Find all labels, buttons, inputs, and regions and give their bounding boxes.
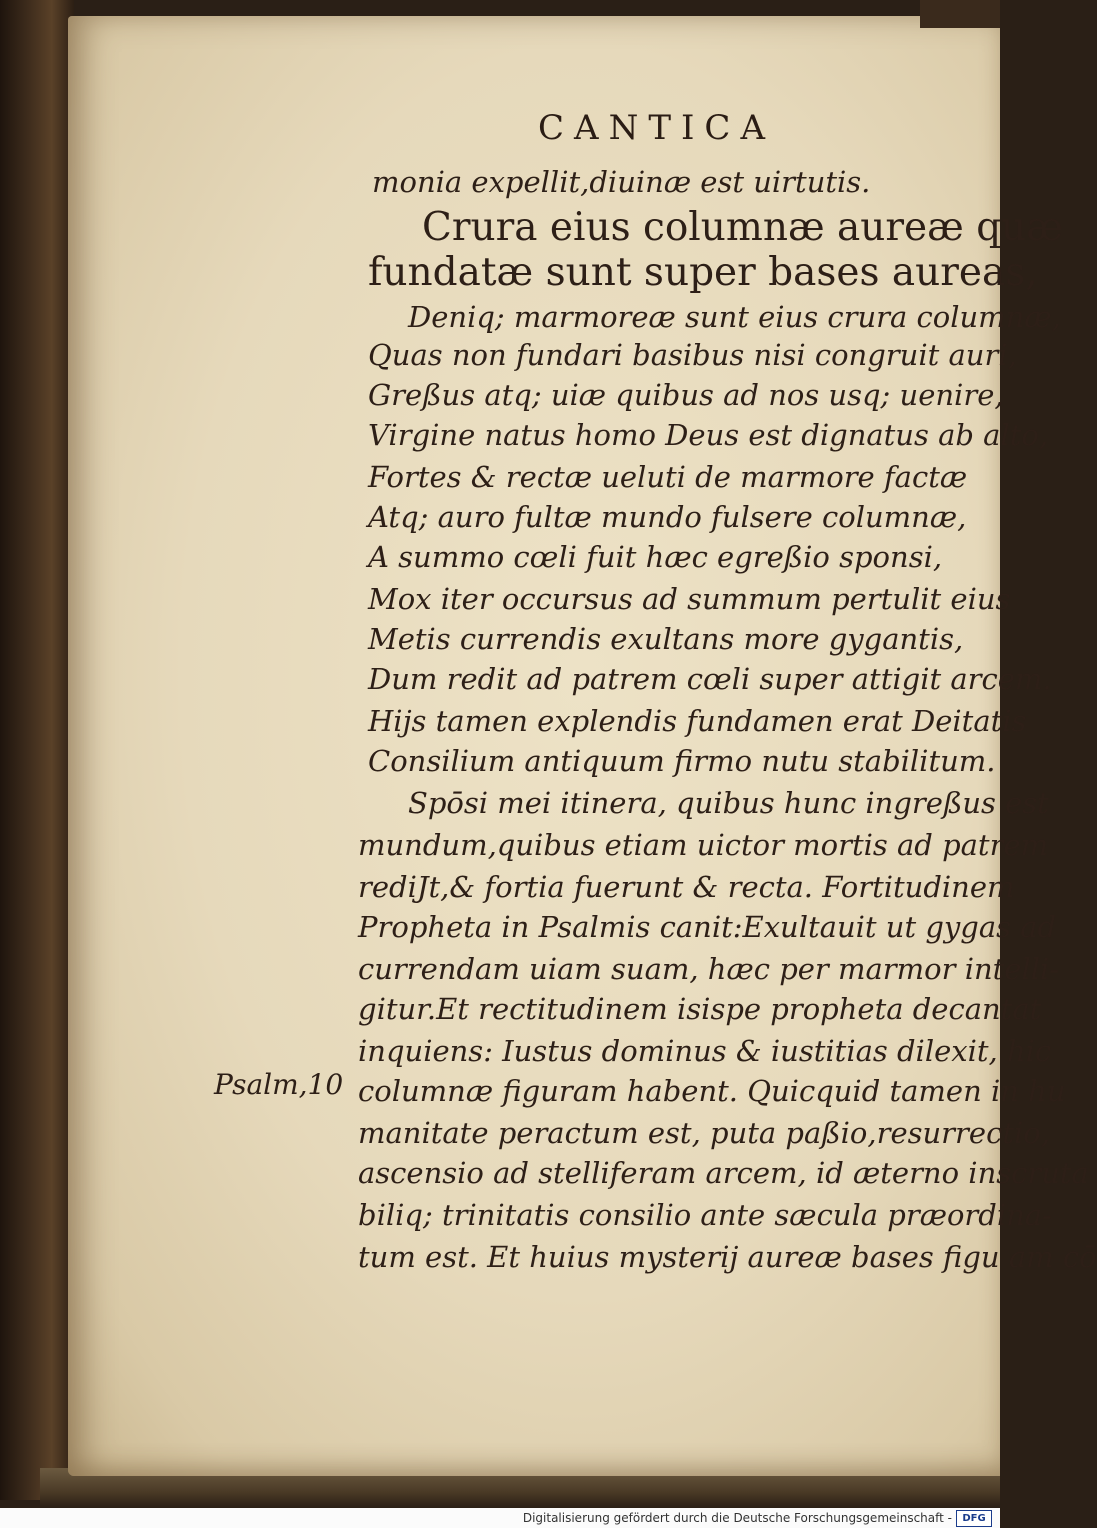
page-corner [920,0,1000,28]
text-line: tum est. Et huius mysterij aureæ bases figu am cō [358,1240,1097,1274]
text-line: Mox iter occursus ad summum pertulit eius [368,582,1011,616]
text-line: Deniq; marmoreæ sunt eius crura columnæ, [408,300,1061,334]
footer-bar [0,1508,1000,1528]
text-line: Consilium antiquum firmo nutu stabilitum. [368,744,996,778]
text-line: Virgine natus homo Deus est dignatus ab alto, [368,418,1049,452]
text-line: columnæ figuram habent. Quicquid tamen in hu [358,1074,1066,1108]
text-line: mundum,quibus etiam uictor mortis ad patrem [358,828,1049,862]
text-line: inquiens: Iustus dominus & iustitias dilexit, hic [358,1034,1052,1068]
text-line: manitate peractum est, puta paßio,resurrectio, [358,1116,1050,1150]
text-line: Spōsi mei itinera, quibus hunc ingreßus est [408,786,1049,820]
text-line: Dum redit ad patrem cœli super attigit arcem. [368,662,1052,696]
book-binding [0,0,74,1500]
footer-credit: Digitalisierung gefördert durch die Deutsche Forschungsgemeinschaft - [522,1511,952,1525]
text-line: rediJt,& fortia fuerunt & recta. Fortitudinem [358,870,1015,904]
text-line: Metis currendis exultans more gygantis, [368,622,964,656]
text-line: fundatæ sunt super bases aureas, [368,250,1038,295]
text-line: Atq; auro fultæ mundo fulsere columnæ, [368,500,967,534]
text-line: Hijs tamen explendis fundamen erat Deitatis [368,704,1027,738]
dfg-logo: DFG [956,1510,992,1527]
text-line: currendam uiam suam, hæc per marmor intelli- [358,952,1060,986]
text-line: Fortes & rectæ ueluti de marmore factæ [368,460,968,494]
text-line: Propheta in Psalmis canit:Exultauit ut gygas ad [358,910,1057,944]
text-line: ascensio ad stelliferam arcem, id æterno inscruta [358,1156,1089,1190]
text-line: A summo cœli fuit hæc egreßio sponsi, [368,540,943,574]
text-line: biliq; trinitatis consilio ante sæcula præordina- [358,1198,1052,1232]
margin-note: Psalm,10 [214,1068,344,1101]
text-line: Greßus atq; uiæ quibus ad nos usq; uenire, [368,378,1004,412]
text-line: gitur.Et rectitudinem isispe propheta decantat [358,992,1042,1026]
text-line: Crura eius columnæ aureæ quæ [422,205,1063,250]
text-line: monia expellit,diuinæ est uirtutis. [372,165,871,199]
text-line: Quas non fundari basibus nisi congruit auri, [368,338,1017,372]
running-head: CANTICA [538,108,775,148]
